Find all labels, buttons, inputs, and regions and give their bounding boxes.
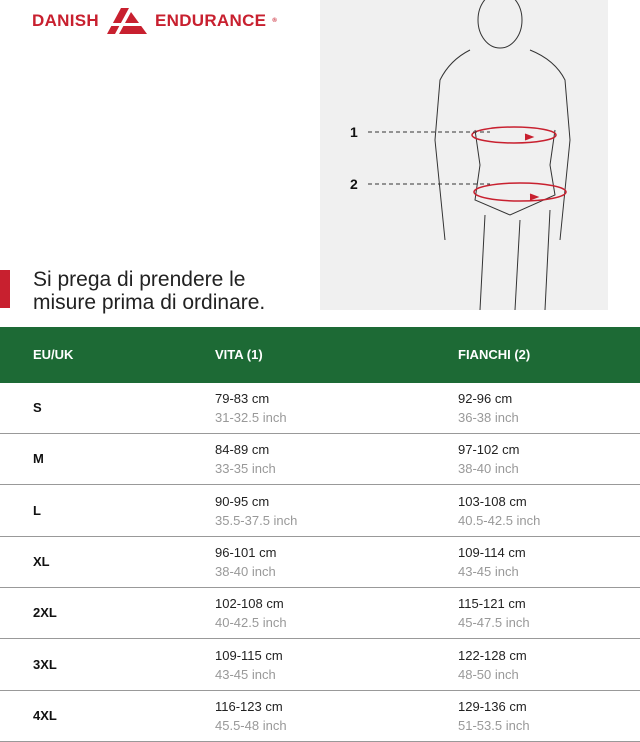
table-row [0,537,640,588]
hip-inch: 40.5-42.5 inch [458,512,541,528]
size-label: M [33,451,44,467]
accent-bar [0,270,10,308]
hip-cm: 109-114 cm [458,544,526,560]
size-label: S [33,400,42,415]
hip-cell [458,543,526,581]
hip-cell [458,697,530,735]
brand-mark-icon [105,6,149,36]
table-row [0,691,640,742]
waist-inch: 35.5-37.5 inch [215,512,298,528]
size-label: 3XL [33,656,57,672]
waist-inch: 38-40 inch [215,563,276,579]
label-1: 1 [350,124,358,140]
waist-inch: 45.5-48 inch [215,717,287,733]
waist-cell [215,697,287,735]
waist-cm: 90-95 cm [215,493,270,509]
hip-inch: 38-40 inch [458,461,519,477]
header-size: EU/UK [33,347,74,362]
table-row [0,640,640,691]
hip-inch: 48-50 inch [458,666,519,682]
size-label: 4XL [33,707,57,723]
hip-inch: 45-47.5 inch [458,615,530,631]
hip-cell [458,389,519,427]
hip-cm: 103-108 cm [458,493,527,509]
waist-cm: 96-101 cm [215,544,277,560]
waist-inch: 33-35 inch [215,461,276,477]
registered-mark: ® [272,18,278,24]
header-hips: FIANCHI (2) [458,347,531,362]
table-row [0,486,640,537]
waist-cell [215,440,276,478]
hip-cm: 92-96 cm [458,391,513,406]
table-row [0,434,640,485]
brand-right: ENDURANCE [154,11,267,30]
brand-left: DANISH [32,11,99,30]
hip-cell [458,492,540,530]
waist-inch: 43-45 inch [215,666,276,682]
hip-cell [458,594,530,632]
table-row [0,383,640,434]
waist-cell [215,646,283,684]
waist-cell [215,543,276,581]
hip-cm: 129-136 cm [458,698,527,714]
size-label: 2XL [33,605,57,621]
hip-cell [458,646,527,684]
waist-cm: 79-83 cm [215,391,270,406]
hip-cm: 115-121 cm [458,596,526,612]
measurement-illustration [320,0,608,310]
waist-inch: 31-32.5 inch [215,410,287,425]
waist-cell [215,389,287,427]
hip-cm: 122-128 cm [458,647,527,663]
hip-cell [458,440,519,478]
waist-cm: 102-108 cm [215,596,284,612]
label-2: 2 [350,176,358,192]
waist-inch: 40-42.5 inch [215,615,287,631]
waist-cell [215,492,297,530]
header-waist: VITA (1) [215,347,263,362]
hip-inch: 36-38 inch [458,410,519,425]
waist-cm: 109-115 cm [215,647,283,663]
size-label: L [33,502,41,518]
size-label: XL [33,553,50,569]
table-header [0,327,640,383]
waist-cell [215,594,287,632]
intro-text: Si prega di prendere le misure prima di ordinare. [33,268,266,314]
hip-inch: 43-45 inch [458,563,519,579]
hip-inch: 51-53.5 inch [458,717,530,733]
table-row [0,588,640,639]
hip-cm: 97-102 cm [458,442,520,458]
waist-cm: 116-123 cm [215,698,283,714]
brand-logo [32,6,277,36]
waist-cm: 84-89 cm [215,442,270,458]
